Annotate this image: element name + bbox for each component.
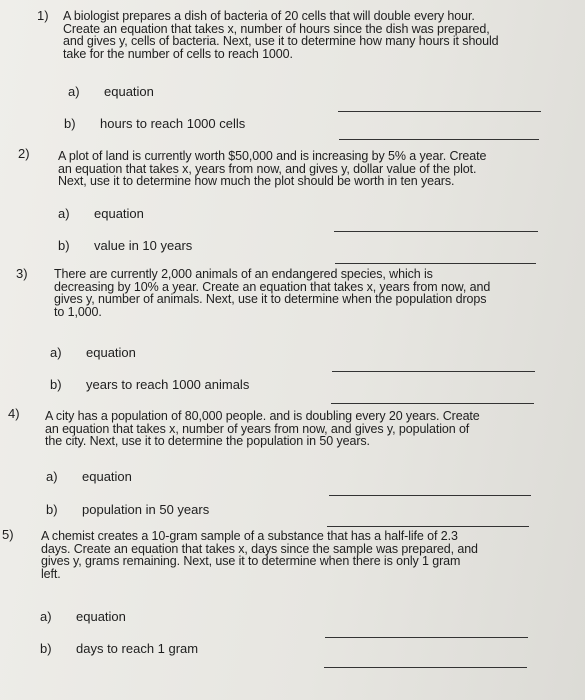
question-text: [54, 268, 490, 318]
part-text: equation: [104, 84, 154, 99]
answer-blank[interactable]: [325, 637, 528, 638]
question-line: the city. Next, use it to determine the population in 50 years.: [45, 434, 370, 448]
part-b: [50, 377, 249, 392]
answer-blank[interactable]: [334, 231, 538, 232]
question-line: There are currently 2,000 animals of an endangered species, which is: [54, 267, 433, 281]
question-text: [58, 150, 486, 188]
part-label: b): [50, 377, 62, 392]
question-line: A biologist prepares a dish of bacteria of 20 cells that will double every hour.: [63, 9, 475, 23]
answer-blank[interactable]: [332, 371, 535, 372]
question-line: Next, use it to determine how much the plot should be worth in ten years.: [58, 174, 455, 188]
question-line: gives y, grams remaining. Next, use it to determine when there is only 1 gram: [41, 554, 461, 568]
part-label: a): [50, 345, 62, 360]
part-a: [50, 345, 136, 360]
part-label: a): [68, 84, 80, 99]
part-text: equation: [86, 345, 136, 360]
part-a: [58, 206, 144, 221]
part-text: years to reach 1000 animals: [86, 377, 250, 392]
part-text: days to reach 1 gram: [76, 641, 199, 656]
part-label: b): [64, 116, 76, 131]
question-line: an equation that takes x, years from now, and gives y, dollar value of the plot.: [58, 161, 477, 176]
answer-blank[interactable]: [339, 139, 539, 140]
question-line: A chemist creates a 10-gram sample of a substance that has a half-life of 2.3: [41, 529, 458, 543]
part-label: b): [46, 502, 58, 517]
question-line: days. Create an equation that takes x, days since the sample was prepared, and: [41, 541, 478, 556]
part-text: hours to reach 1000 cells: [100, 116, 246, 131]
question-line: take for the number of cells to reach 1000.: [63, 46, 293, 61]
part-a: [46, 469, 132, 484]
part-text: value in 10 years: [94, 238, 193, 253]
answer-blank[interactable]: [327, 526, 529, 527]
question-number: 5): [2, 527, 14, 542]
answer-blank[interactable]: [335, 263, 536, 264]
question-text: [63, 10, 499, 60]
question-line: A plot of land is currently worth $50,000 and is increasing by 5% a year. Create: [58, 149, 487, 163]
part-b: [40, 641, 198, 656]
part-label: b): [40, 641, 52, 656]
question-number: 3): [16, 266, 28, 281]
part-b: [46, 502, 209, 517]
question-line: left.: [41, 566, 61, 581]
question-line: Create an equation that takes x, number of hours since the dish was prepared,: [63, 21, 490, 36]
part-text: population in 50 years: [82, 502, 210, 517]
part-b: [58, 238, 192, 253]
part-label: a): [58, 206, 70, 221]
part-text: equation: [94, 206, 144, 221]
answer-blank[interactable]: [329, 495, 531, 496]
question-line: A city has a population of 80,000 people. and is doubling every 20 years. Create: [45, 409, 480, 423]
part-a: [40, 609, 126, 624]
question-number: 4): [8, 406, 20, 421]
question-number: 2): [18, 146, 30, 161]
part-label: a): [46, 469, 58, 484]
question-line: an equation that takes x, number of years from now, and gives y, population of: [45, 421, 470, 436]
answer-blank[interactable]: [338, 111, 541, 112]
part-label: a): [40, 609, 52, 624]
part-text: equation: [76, 609, 126, 624]
part-a: [68, 84, 154, 99]
answer-blank[interactable]: [331, 403, 534, 404]
part-label: b): [58, 238, 70, 253]
part-b: [64, 116, 245, 131]
answer-blank[interactable]: [324, 667, 527, 668]
part-text: equation: [82, 469, 132, 484]
question-line: and gives y, cells of bacteria. Next, use it to determine how many hours it should: [63, 34, 499, 48]
question-number: 1): [37, 8, 49, 23]
question-text: [41, 530, 478, 580]
question-line: decreasing by 10% a year. Create an equation that takes x, years from now, and: [54, 279, 491, 294]
question-line: gives y, number of animals. Next, use it to determine when the population drops: [54, 292, 487, 306]
question-line: to 1,000.: [54, 304, 102, 319]
question-text: [45, 410, 480, 448]
